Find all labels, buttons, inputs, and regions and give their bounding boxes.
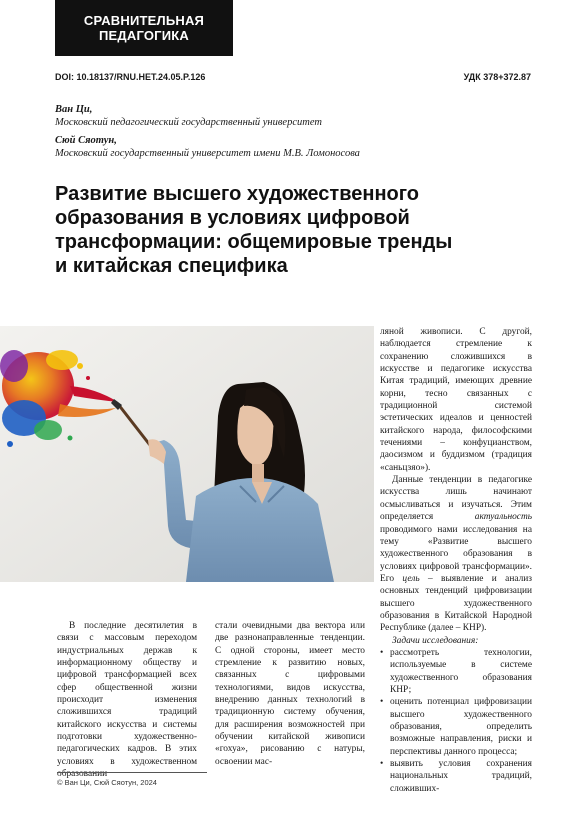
author [55,134,535,160]
section-line-2: ПЕДАГОГИКА [98,28,189,43]
photo-illustration [0,326,374,582]
emphasis: актуальность [474,512,532,523]
list-item: • оценить потенциал цифровизации высшего художественного образования, определить возможные направления, риски и перспективы данного процесса; [380,696,532,758]
title-line: и китайская специфика [55,255,288,277]
doi-label[interactable]: DOI: 10.18137/RNU.HET.24.05.P.126 [55,72,206,82]
text-run: проводимого нами исследования на тему «Развитие высшего художественного образования в условиях цифровой трансформации». Его [380,524,532,584]
body-column-2 [215,620,365,768]
list-item: • выявить условия сохранения национальных традиций, сложивших- [380,758,532,795]
title-line: образования в условиях цифровой [55,207,410,229]
text-run: Данные тенденции в педагогике искусства лишь начинают осмысливаться и изучаться. Этим определяется [380,475,532,523]
udk-label: УДК 378+372.87 [463,72,531,82]
paragraph: стали очевидными два вектора или две разнонаправленные тенденции. С одной стороны, имеет место стремление к развитию новых, связанных с цифровыми технологиями, видов искусства, внедрению данных технологий в традиционную систему обучения, для расширения возможностей при обучении китайской живописи «гохуа», рисованию с натуры, освоении мас- [215,621,365,767]
emphasis: цель [402,573,420,584]
copyright-note: © Ван Ци, Сюй Сяотун, 2024 [57,778,157,787]
section-badge [55,0,233,56]
paragraph: В последние десятилетия в связи с массовым переходом индустриальных держав к информационному обществу и цифровой трансформацией всех сфер общественной жизни происходит изменения сложившихся традиций китайского искусства и системы подготовки художественно-педагогических кадров. В этих условиях в художественном образовании [57,621,197,780]
author-name: Ван Ци, [55,104,93,115]
title-line: трансформации: общемировые тренды [55,231,453,253]
paragraph [380,474,532,634]
article-title [55,182,525,278]
section-line-1: СРАВНИТЕЛЬНАЯ [83,13,205,28]
body-column-1 [57,620,197,780]
authors-block [55,103,535,165]
footer-divider [57,772,207,773]
title-line: Развитие высшего художественного [55,183,420,205]
tasks-heading: Задачи исследования: [392,635,479,646]
woman-painting-photo [0,326,374,582]
author [55,103,535,129]
body-column-3 [380,326,532,795]
list-item: • рассмотреть технологии, используемые в системе художественного образования КНР; [380,647,532,696]
author-affiliation: Московский государственный университет имени М.В. Ломоносова [55,148,360,159]
author-name: Сюй Сяотун, [55,135,117,146]
text-run: – выявление и анализ основных тенденций цифровизации высшего художественного образования в Китайской Народной Республике (далее – КНР). [380,573,532,634]
paragraph: ляной живописи. С другой, наблюдается стремление к сохранению сложившихся в искусстве и педагогике искусства Китая традиций, имеющих древние корни, тесно связанных с традиционной системой эстетических идеалов и ценностей китайского народа, философскими течениями – конфуцианством, даосизмом и буддизмом (традиция «саньцзяо»). [380,327,532,473]
author-affiliation: Московский педагогический государственный университет [55,117,322,128]
